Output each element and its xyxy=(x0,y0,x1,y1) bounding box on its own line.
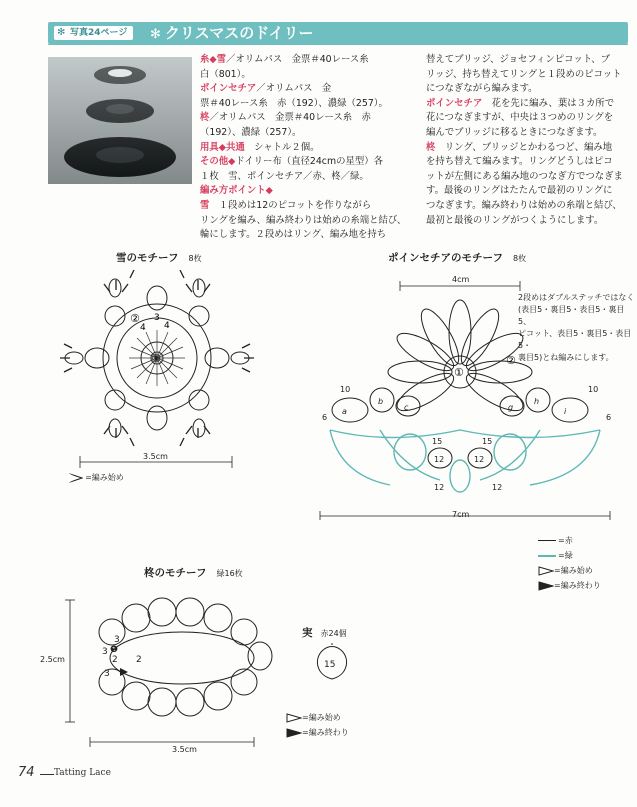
end-triangle-icon xyxy=(286,728,302,738)
left-body: 輪にします。２段めはリング、編み地を持ち xyxy=(200,229,387,241)
poinsettia-legend xyxy=(538,533,601,593)
right-body: につなぎながら編みます。 xyxy=(426,83,538,95)
holly-motif-diagram xyxy=(64,590,284,765)
right-line xyxy=(426,155,634,170)
left-line xyxy=(200,214,412,229)
left-label: ポインセチア xyxy=(200,83,257,95)
holly-legend-end xyxy=(286,725,349,740)
holly-legend-end-text: =編み終わり xyxy=(302,728,349,737)
left-label: 編み方ポイント◆ xyxy=(200,185,273,197)
right-line xyxy=(426,141,634,156)
end-triangle-icon xyxy=(538,581,554,591)
berry-title-text: 実 xyxy=(302,627,313,639)
doily-photo xyxy=(48,57,192,184)
left-body: １枚 雪、ポインセチア／赤、柊／緑。 xyxy=(200,170,369,182)
snow-label-4b: 4 xyxy=(164,321,170,331)
berry-count: 赤24個 xyxy=(320,629,347,638)
left-body: ドイリー布（直径24cmの星型）各 xyxy=(235,156,383,168)
left-body: シャトル２個。 xyxy=(244,141,320,153)
poinsettia-note-line: 2段めはダブルステッチではなく xyxy=(518,293,635,302)
poinsettia-count: 8枚 xyxy=(512,254,527,263)
holly-height-text: 2.5cm xyxy=(40,655,65,664)
poinsettia-note-line: (表目5・裏目5・表目5・裏目5、 xyxy=(518,305,625,326)
asterisk-icon: ✻ xyxy=(150,27,161,42)
legend-end xyxy=(538,578,601,593)
page-number: 74 xyxy=(18,765,35,780)
right-line xyxy=(426,53,634,68)
legend-red xyxy=(538,533,601,548)
start-triangle-icon xyxy=(68,473,78,483)
left-line xyxy=(200,82,412,97)
holly-height-dim xyxy=(40,655,65,665)
left-line xyxy=(200,53,412,68)
red-line-swatch xyxy=(538,540,556,541)
left-line xyxy=(200,126,412,141)
left-label: 用具◆共通 xyxy=(200,141,245,153)
svg-text:h: h xyxy=(534,397,540,406)
left-body: ／オリムパス 金 xyxy=(256,83,332,95)
left-body: 白（801）。 xyxy=(200,68,251,80)
snow-motif-title xyxy=(116,250,202,265)
left-label: その他◆ xyxy=(200,156,236,168)
svg-text:15: 15 xyxy=(432,437,443,446)
green-line-swatch xyxy=(538,555,556,557)
snow-label-4a: 4 xyxy=(140,323,146,333)
legend-start xyxy=(538,563,601,578)
right-line xyxy=(426,82,634,97)
svg-text:12: 12 xyxy=(492,483,503,492)
holly-motif-title xyxy=(144,565,243,580)
right-body: 花につなぎますが、中央は３つめのリングを xyxy=(426,112,614,124)
right-line xyxy=(426,184,634,199)
svg-text:2: 2 xyxy=(112,655,118,665)
svg-text:b: b xyxy=(378,397,384,406)
svg-text:a: a xyxy=(342,407,347,416)
instructions-left xyxy=(200,53,412,243)
svg-text:10: 10 xyxy=(340,385,351,394)
poinsettia-title-text: ポインセチアのモチーフ xyxy=(388,252,503,264)
svg-text:10: 10 xyxy=(588,385,599,394)
left-body: リングを編み、編み終わりは始めの糸端と結び、 xyxy=(200,214,407,226)
snow-title-text: 雪のモチーフ xyxy=(116,252,179,264)
left-label: 柊 xyxy=(200,112,210,124)
holly-width-dim: 3.5cm xyxy=(172,745,197,754)
poinsettia-label-round1: ① xyxy=(454,366,464,379)
right-body: を持ち替えて編みます。リングどうしはピコ xyxy=(426,156,613,168)
right-body: リッジ、持ち替えてリングと１段めのピコット xyxy=(426,68,622,80)
right-label: ポインセチア xyxy=(426,97,483,109)
instructions-right xyxy=(426,53,634,228)
svg-text:3: 3 xyxy=(102,647,108,657)
left-body: （192）、濃緑（257）。 xyxy=(200,126,302,138)
legend-start-text: =編み始め xyxy=(554,566,593,575)
snow-width-dim: 3.5cm xyxy=(143,452,168,461)
holly-count: 緑16枚 xyxy=(216,569,243,578)
snow-legend-start xyxy=(68,472,124,483)
berry-title xyxy=(302,625,347,640)
header-bar xyxy=(48,22,628,44)
right-line xyxy=(426,111,634,126)
right-body: 最初と最後のリングがつくようにします。 xyxy=(426,214,604,226)
doily-photo-image xyxy=(48,57,192,184)
left-body: 票＃40レース糸 赤（192）、濃緑（257）。 xyxy=(200,97,388,109)
start-triangle-icon xyxy=(286,713,302,723)
start-triangle-icon xyxy=(538,566,554,576)
left-body: ／オリムパス 金票＃40レース糸 赤 xyxy=(209,112,371,124)
poinsettia-note-line: 裏目5)とね編みにします。 xyxy=(518,353,614,362)
poinsettia-label-round2: ② xyxy=(506,354,516,367)
svg-text:6: 6 xyxy=(606,413,612,422)
snow-label-3: 3 xyxy=(154,313,160,323)
footer-brand: Tatting Lace xyxy=(54,768,111,778)
left-line xyxy=(200,199,412,214)
photo-page-ref-text: 写真24ページ xyxy=(70,28,128,38)
poinsettia-note-line: ピコット、表目5・裏目5・表目5・ xyxy=(518,329,632,350)
svg-text:12: 12 xyxy=(434,483,445,492)
left-line xyxy=(200,111,412,126)
svg-text:i: i xyxy=(564,407,567,416)
right-body: 編んでブリッジに移るときにつなぎます。 xyxy=(426,126,603,138)
snow-label-round1: ① xyxy=(151,352,161,365)
left-line xyxy=(200,68,412,83)
right-line xyxy=(426,170,634,185)
svg-text:c: c xyxy=(404,403,409,412)
right-body: ットが左側にある編み地のつなぎ方でつなぎま xyxy=(426,170,623,182)
left-line xyxy=(200,155,412,170)
svg-text:3: 3 xyxy=(104,669,110,679)
berry-diagram xyxy=(312,643,352,683)
footer-rule xyxy=(40,774,54,775)
berry-count-label: 15 xyxy=(324,660,336,670)
right-body: 替えてブリッジ、ジョセフィンピコット、ブ xyxy=(426,54,611,65)
left-label: 糸◆雪 xyxy=(200,54,226,65)
left-line xyxy=(200,141,412,156)
legend-end-text: =編み終わり xyxy=(554,581,601,590)
poinsettia-top-width-dim: 4cm xyxy=(452,275,470,284)
poinsettia-motif-title xyxy=(388,250,526,265)
snow-count: 8枚 xyxy=(188,254,202,263)
svg-text:g: g xyxy=(508,403,514,412)
header-rule xyxy=(48,44,628,45)
poinsettia-bottom-width-dim: 7cm xyxy=(452,510,470,519)
svg-text:❶: ❶ xyxy=(110,645,119,655)
right-line xyxy=(426,126,634,141)
poinsettia-motif-diagram xyxy=(310,280,637,520)
svg-text:12: 12 xyxy=(474,455,485,464)
right-body: リング、ブリッジとかわるつど、編み地 xyxy=(435,141,613,153)
snow-label-round2: ② xyxy=(130,312,140,325)
right-body: 花を先に編み、葉は３カ所で xyxy=(482,97,615,109)
asterisk-icon: ✻ xyxy=(57,27,66,38)
left-line xyxy=(200,170,412,185)
svg-text:15: 15 xyxy=(482,437,493,446)
holly-legend-start-text: =編み始め xyxy=(302,713,341,722)
page-title-text: クリスマスのドイリー xyxy=(164,24,314,42)
right-label: 柊 xyxy=(426,141,436,153)
svg-text:12: 12 xyxy=(434,455,445,464)
left-body: １段めは12のピコットを作りながら xyxy=(209,199,372,211)
svg-text:3: 3 xyxy=(114,635,120,645)
right-line xyxy=(426,97,634,112)
legend-green-text: =緑 xyxy=(558,551,573,560)
photo-page-ref xyxy=(54,26,133,40)
svg-text:2: 2 xyxy=(136,655,142,665)
snow-legend-start-text: =編み始め xyxy=(85,473,124,482)
right-line xyxy=(426,214,634,229)
left-body: ／オリムパス 金票＃40レース糸 xyxy=(225,54,369,65)
left-line xyxy=(200,228,412,243)
page-title xyxy=(150,24,314,44)
left-label: 雪 xyxy=(200,199,210,211)
holly-title-text: 柊のモチーフ xyxy=(144,567,207,579)
right-body: つなぎます。編み終わりは始めの糸端と結び、 xyxy=(426,199,622,211)
legend-red-text: =赤 xyxy=(558,536,573,545)
right-line xyxy=(426,68,634,83)
right-line xyxy=(426,199,634,214)
left-line xyxy=(200,97,412,112)
left-line xyxy=(200,184,412,199)
holly-legend-start xyxy=(286,710,349,725)
holly-legend xyxy=(286,710,349,740)
svg-text:6: 6 xyxy=(322,413,328,422)
right-body: す。最後のリングはたたんで最初のリングに xyxy=(426,185,613,197)
legend-green xyxy=(538,548,601,563)
